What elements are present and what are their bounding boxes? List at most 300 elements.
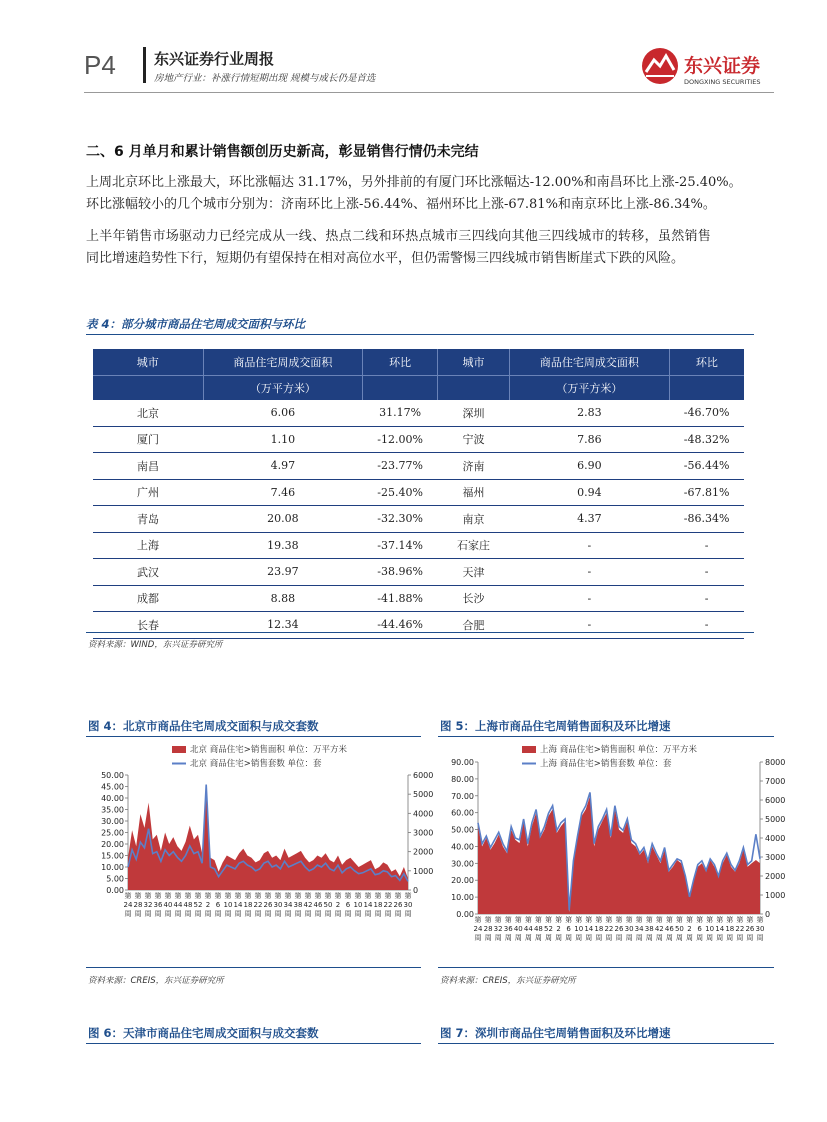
- x-tick-label-part: 周: [675, 934, 683, 942]
- x-tick-label-part: 周: [686, 934, 693, 942]
- x-tick-label-part: 周: [595, 934, 603, 942]
- table-cell: -25.40%: [363, 479, 438, 506]
- x-tick-label-part: 周: [575, 934, 583, 942]
- x-tick-label-part: 32: [143, 901, 153, 909]
- x-tick-label: [655, 915, 664, 942]
- x-tick-label-part: 周: [665, 934, 673, 942]
- table-caption-rule: [86, 334, 754, 335]
- left-tick-label: 15.00: [101, 851, 124, 861]
- x-tick-label: [686, 915, 693, 942]
- left-tick-label: 10.00: [451, 893, 474, 903]
- x-tick-label-part: 周: [314, 910, 322, 918]
- x-tick-label-part: 第: [575, 916, 583, 924]
- x-tick-label-part: 第: [144, 892, 152, 900]
- table-cell: -: [669, 559, 744, 586]
- x-tick-label-part: 24: [473, 925, 483, 933]
- fig5-bottom-rule: [438, 967, 774, 968]
- x-tick-label-part: 第: [645, 916, 653, 924]
- x-tick-label-part: 第: [504, 916, 512, 924]
- x-tick-label: [284, 891, 293, 918]
- x-tick-label: [134, 891, 143, 918]
- x-tick-label-part: 6: [215, 901, 221, 909]
- table-cell: -38.96%: [363, 559, 438, 586]
- x-tick-label: [705, 915, 714, 942]
- x-tick-label-part: 第: [545, 916, 552, 924]
- col-header-area: 商品住宅周成交面积: [203, 349, 363, 376]
- x-tick-label: [534, 915, 543, 942]
- x-tick-label-part: 42: [303, 901, 313, 909]
- x-tick-label-part: 周: [625, 934, 633, 942]
- x-tick-label: [735, 915, 744, 942]
- x-tick-label: [696, 915, 703, 942]
- table-cell: -: [509, 532, 669, 559]
- table-row: [93, 400, 744, 426]
- table-row: [93, 506, 744, 533]
- x-tick-label-part: 44: [523, 925, 533, 933]
- x-tick-label-part: 18: [373, 901, 383, 909]
- x-tick-label-part: 周: [585, 934, 593, 942]
- table-cell: 厦门: [93, 426, 203, 453]
- x-tick-label-part: 52: [193, 901, 203, 909]
- left-tick-label: 0.00: [456, 910, 474, 919]
- x-tick-label-part: 周: [134, 910, 142, 918]
- x-tick-label-part: 第: [284, 892, 292, 900]
- x-tick-label-part: 周: [124, 910, 132, 918]
- table-cell: 福州: [437, 479, 509, 506]
- x-tick-label: [354, 891, 363, 918]
- table-cell: -: [509, 612, 669, 639]
- x-tick-label-part: 26: [614, 925, 624, 933]
- logo-en-text: DONGXING SECURITIES: [684, 78, 761, 86]
- x-tick-label: [335, 891, 342, 918]
- x-tick-label: [725, 915, 734, 942]
- paragraph-2-line-1: 上半年销售市场驱动力已经完成从一线、热点二线和环热点城市三四线向其他三四线城市的转移，虽然销售: [86, 229, 712, 244]
- table-cell: 19.38: [203, 532, 363, 559]
- x-tick-label: [584, 915, 593, 942]
- table-cell: 南京: [437, 506, 509, 533]
- x-tick-label-part: 6: [345, 901, 351, 909]
- x-tick-label: [244, 891, 253, 918]
- x-tick-label: [164, 891, 173, 918]
- table-cell: -: [669, 532, 744, 559]
- table-cell: -56.44%: [669, 453, 744, 480]
- logo-text: 东兴证券: [684, 55, 761, 77]
- x-tick-label: [364, 891, 373, 918]
- unit-cell: [93, 376, 203, 401]
- right-tick-label: 6000: [413, 771, 434, 780]
- x-tick-label-part: 26: [745, 925, 755, 933]
- x-tick-label-part: 周: [696, 934, 704, 942]
- table-cell: 12.34: [203, 612, 363, 639]
- x-tick-label-part: 第: [234, 892, 242, 900]
- x-tick-label-part: 22: [383, 901, 393, 909]
- x-tick-label: [234, 891, 243, 918]
- table-cell: 青岛: [93, 506, 203, 533]
- x-tick-label-part: 周: [534, 934, 542, 942]
- table-cell: -23.77%: [363, 453, 438, 480]
- table-cell: 7.86: [509, 426, 669, 453]
- x-tick-label-part: 第: [706, 916, 714, 924]
- header-divider: [143, 47, 146, 83]
- report-title: 东兴证券行业周报: [154, 50, 275, 68]
- table-row: [93, 532, 744, 559]
- x-tick-label-part: 40: [163, 901, 173, 909]
- x-tick-label-part: 第: [484, 916, 492, 924]
- unit-cell: [363, 376, 438, 401]
- table-cell: -: [509, 559, 669, 586]
- paragraph-2-line-2: 同比增速趋势性下行，短期仍有望保持在相对高位水平，但仍需警惕三四线城市销售断崖式下跌的风险。: [86, 251, 685, 266]
- table-row: [93, 612, 744, 639]
- right-tick-label: 0: [413, 886, 419, 895]
- left-tick-label: 70.00: [451, 791, 474, 801]
- section-title: 二、6 月单月和累计销售额创历史新高，彰显销售行情仍未完结: [86, 144, 479, 160]
- table-cell: 天津: [437, 559, 509, 586]
- x-tick-label-part: 10: [223, 901, 233, 909]
- table-cell: 6.90: [509, 453, 669, 480]
- x-tick-label-part: 周: [144, 910, 152, 918]
- left-tick-label: 80.00: [451, 774, 474, 784]
- x-tick-label-part: 周: [736, 934, 744, 942]
- x-tick-label-part: 第: [244, 892, 252, 900]
- x-tick-label-part: 周: [756, 934, 764, 942]
- x-tick-label-part: 第: [214, 892, 222, 900]
- x-tick-label-part: 第: [665, 916, 673, 924]
- x-tick-label-part: 30: [755, 925, 765, 933]
- x-tick-label-part: 周: [404, 910, 412, 918]
- x-tick-label-part: 10: [705, 925, 715, 933]
- left-tick-label: 5.00: [106, 874, 124, 884]
- x-tick-label: [345, 891, 352, 918]
- x-tick-label-part: 30: [624, 925, 634, 933]
- x-tick-label-part: 第: [334, 892, 342, 900]
- x-tick-label-part: 周: [364, 910, 372, 918]
- x-tick-label-part: 周: [284, 910, 292, 918]
- x-tick-label-part: 周: [726, 934, 734, 942]
- col-header-city: 城市: [93, 349, 203, 376]
- x-tick-label: [555, 915, 562, 942]
- table-cell: -32.30%: [363, 506, 438, 533]
- x-tick-label: [524, 915, 533, 942]
- x-tick-label-part: 第: [194, 892, 202, 900]
- x-tick-label-part: 周: [304, 910, 312, 918]
- x-tick-label-part: 周: [254, 910, 262, 918]
- x-tick-label-part: 第: [716, 916, 724, 924]
- x-tick-label-part: 22: [253, 901, 263, 909]
- table-cell: 1.10: [203, 426, 363, 453]
- x-tick-label-part: 48: [183, 901, 193, 909]
- x-tick-label-part: 第: [696, 916, 704, 924]
- x-tick-label-part: 42: [654, 925, 664, 933]
- x-tick-label-part: 周: [706, 934, 714, 942]
- table-header-row: [93, 349, 744, 376]
- x-tick-label-part: 周: [194, 910, 202, 918]
- x-tick-label-part: 18: [243, 901, 253, 909]
- left-tick-label: 30.00: [101, 817, 124, 826]
- company-logo: [640, 46, 780, 90]
- x-tick-label-part: 第: [274, 892, 282, 900]
- x-tick-label-part: 第: [154, 892, 162, 900]
- right-tick-label: 8000: [765, 758, 786, 767]
- table-cell: 20.08: [203, 506, 363, 533]
- x-tick-label: [745, 915, 754, 942]
- right-tick-label: 1000: [765, 891, 786, 900]
- table-cell: 长春: [93, 612, 203, 639]
- x-tick-label-part: 第: [686, 916, 693, 924]
- fig6-caption: 图 6：天津市商品住宅周成交面积与成交套数: [88, 1026, 319, 1040]
- x-tick-label: [404, 891, 413, 918]
- table-cell: -86.34%: [669, 506, 744, 533]
- x-tick-label-part: 周: [214, 910, 222, 918]
- x-tick-label-part: 32: [493, 925, 503, 933]
- right-tick-label: 3000: [765, 853, 786, 862]
- x-tick-label-part: 周: [294, 910, 302, 918]
- page-number: P4: [84, 50, 116, 80]
- x-tick-label-part: 周: [484, 934, 492, 942]
- x-tick-label: [594, 915, 603, 942]
- x-tick-label-part: 周: [655, 934, 663, 942]
- left-tick-label: 30.00: [451, 859, 474, 869]
- unit-cell: [437, 376, 509, 401]
- series-area-1: [478, 796, 760, 914]
- table-cell: 4.37: [509, 506, 669, 533]
- x-tick-label-part: 周: [174, 910, 182, 918]
- x-tick-label-part: 36: [503, 925, 513, 933]
- fig6-caption-rule: [86, 1043, 421, 1044]
- left-tick-label: 35.00: [101, 805, 124, 815]
- x-tick-label-part: 周: [324, 910, 332, 918]
- x-tick-label-part: 周: [605, 934, 613, 942]
- x-tick-label-part: 14: [363, 901, 373, 909]
- table-cell: 8.88: [203, 585, 363, 612]
- x-tick-label-part: 30: [273, 901, 283, 909]
- x-tick-label-part: 36: [153, 901, 163, 909]
- table-source: 资料来源：WIND，东兴证券研究所: [88, 640, 223, 650]
- x-tick-label: [615, 915, 624, 942]
- x-tick-label-part: 第: [635, 916, 643, 924]
- x-tick-label-part: 第: [605, 916, 613, 924]
- table-cell: 济南: [437, 453, 509, 480]
- table-cell: 北京: [93, 400, 203, 426]
- table-cell: -: [669, 612, 744, 639]
- x-tick-label-part: 周: [184, 910, 192, 918]
- x-tick-label-part: 周: [234, 910, 242, 918]
- unit-cell: [669, 376, 744, 401]
- x-tick-label-part: 周: [645, 934, 653, 942]
- table-caption: 表 4：部分城市商品住宅周成交面积与环比: [86, 317, 306, 331]
- x-tick-label: [604, 915, 613, 942]
- table-row: [93, 585, 744, 612]
- x-tick-label-part: 第: [534, 916, 542, 924]
- right-tick-label: 6000: [765, 796, 786, 805]
- x-tick-label-part: 周: [474, 934, 482, 942]
- paragraph-1-line-1: 上周北京环比上涨最大，环比涨幅达 31.17%，另外排前的有厦门环比涨幅达-12.00%和南昌环比上涨-25.40%。: [86, 175, 742, 190]
- x-tick-label-part: 2: [556, 925, 561, 933]
- legend-label: 北京 商品住宅>销售套数 单位：套: [190, 759, 322, 769]
- table-cell: 上海: [93, 532, 203, 559]
- fig4-caption-rule: [86, 736, 421, 737]
- x-tick-label-part: 34: [634, 925, 644, 933]
- x-tick-label-part: 第: [726, 916, 734, 924]
- left-tick-label: 40.00: [101, 794, 124, 803]
- x-tick-label-part: 50: [323, 901, 333, 909]
- table-cell: 宁波: [437, 426, 509, 453]
- fig5-caption: 图 5：上海市商品住宅周销售面积及环比增速: [440, 719, 671, 733]
- header-rule: [84, 92, 774, 93]
- x-tick-label-part: 周: [354, 910, 362, 918]
- x-tick-label-part: 第: [314, 892, 322, 900]
- table-cell: 广州: [93, 479, 203, 506]
- x-tick-label-part: 第: [625, 916, 633, 924]
- x-tick-label-part: 46: [664, 925, 674, 933]
- right-tick-label: 5000: [765, 815, 786, 824]
- right-tick-label: 0: [765, 910, 771, 919]
- right-tick-label: 2000: [765, 872, 786, 881]
- x-tick-label-part: 第: [204, 892, 212, 900]
- fig4-caption: 图 4：北京市商品住宅周成交面积与成交套数: [88, 719, 319, 733]
- x-tick-label-part: 28: [483, 925, 493, 933]
- x-tick-label: [715, 915, 724, 942]
- left-tick-label: 25.00: [101, 828, 124, 838]
- fig5-caption-rule: [438, 736, 774, 737]
- table-cell: 7.46: [203, 479, 363, 506]
- x-tick-label-part: 26: [263, 901, 273, 909]
- x-tick-label-part: 第: [254, 892, 262, 900]
- x-tick-label-part: 第: [224, 892, 232, 900]
- x-tick-label: [565, 915, 572, 942]
- fig7-caption: 图 7：深圳市商品住宅周销售面积及环比增速: [440, 1026, 671, 1040]
- x-tick-label-part: 14: [715, 925, 725, 933]
- x-tick-label-part: 第: [294, 892, 302, 900]
- x-tick-label-part: 周: [394, 910, 402, 918]
- table-cell: 武汉: [93, 559, 203, 586]
- x-tick-label: [205, 891, 212, 918]
- x-tick-label-part: 2: [335, 901, 341, 909]
- x-tick-label-part: 周: [204, 910, 212, 918]
- table-row: [93, 426, 744, 453]
- x-tick-label-part: 第: [565, 916, 573, 924]
- x-tick-label-part: 44: [173, 901, 183, 909]
- x-tick-label-part: 14: [233, 901, 243, 909]
- x-tick-label: [184, 891, 193, 918]
- x-tick-label: [625, 915, 634, 942]
- x-tick-label: [574, 915, 583, 942]
- x-tick-label-part: 周: [264, 910, 272, 918]
- x-tick-label-part: 2: [687, 925, 692, 933]
- x-tick-label: [665, 915, 674, 942]
- x-tick-label-part: 周: [635, 934, 643, 942]
- x-tick-label-part: 周: [545, 934, 552, 942]
- x-tick-label-part: 周: [164, 910, 172, 918]
- x-tick-label-part: 周: [746, 934, 754, 942]
- x-tick-label: [274, 891, 283, 918]
- table-cell: 2.83: [509, 400, 669, 426]
- x-tick-label: [294, 891, 303, 918]
- table-cell: 4.97: [203, 453, 363, 480]
- left-tick-label: 40.00: [451, 842, 474, 852]
- x-tick-label-part: 第: [374, 892, 382, 900]
- col-header-area-2: 商品住宅周成交面积: [509, 349, 669, 376]
- table-cell: -37.14%: [363, 532, 438, 559]
- x-tick-label: [194, 891, 203, 918]
- table-cell: -67.81%: [669, 479, 744, 506]
- x-tick-label-part: 周: [514, 934, 522, 942]
- logo-mark-icon: [640, 46, 780, 90]
- left-tick-label: 10.00: [101, 863, 124, 872]
- x-tick-label: [504, 915, 513, 942]
- col-header-change: 环比: [363, 349, 438, 376]
- table-bottom-rule: [86, 632, 754, 633]
- x-tick-label: [254, 891, 263, 918]
- left-tick-label: 60.00: [451, 808, 474, 818]
- left-tick-label: 20.00: [101, 840, 124, 849]
- x-tick-label-part: 第: [555, 916, 563, 924]
- x-tick-label-part: 6: [566, 925, 571, 933]
- x-tick-label-part: 10: [574, 925, 584, 933]
- x-tick-label-part: 第: [514, 916, 522, 924]
- x-tick-label: [474, 915, 483, 942]
- x-tick-label: [314, 891, 323, 918]
- x-tick-label-part: 周: [524, 934, 532, 942]
- x-tick-label-part: 第: [164, 892, 172, 900]
- x-tick-label-part: 周: [565, 934, 573, 942]
- x-tick-label: [514, 915, 523, 942]
- unit-cell: （万平方米）: [203, 376, 363, 401]
- x-tick-label-part: 34: [283, 901, 293, 909]
- city-sales-table: [93, 349, 744, 639]
- table-cell: 南昌: [93, 453, 203, 480]
- fig4-bottom-rule: [86, 967, 421, 968]
- table-cell: 石家庄: [437, 532, 509, 559]
- legend-swatch-area: [172, 746, 186, 753]
- x-tick-label: [154, 891, 163, 918]
- x-tick-label-part: 10: [353, 901, 363, 909]
- table-cell: 23.97: [203, 559, 363, 586]
- right-tick-label: 1000: [413, 866, 434, 876]
- x-tick-label-part: 第: [384, 892, 392, 900]
- report-subtitle: 房地产行业：补涨行情短期出现 规模与成长仍是首选: [154, 73, 376, 84]
- x-tick-label: [494, 915, 503, 942]
- x-tick-label: [756, 915, 765, 942]
- x-tick-label-part: 第: [595, 916, 603, 924]
- table-unit-row: [93, 376, 744, 401]
- x-tick-label-part: 第: [124, 892, 132, 900]
- table-cell: -44.46%: [363, 612, 438, 639]
- series-area-0: [128, 787, 408, 891]
- x-tick-label-part: 第: [494, 916, 502, 924]
- x-tick-label-part: 52: [544, 925, 553, 933]
- x-tick-label: [374, 891, 383, 918]
- right-tick-label: 3000: [413, 828, 434, 838]
- x-tick-label-part: 第: [304, 892, 312, 900]
- fig4-source: 资料来源：CREIS，东兴证券研究所: [88, 976, 224, 986]
- x-tick-label-part: 第: [404, 892, 412, 900]
- x-tick-label-part: 6: [697, 925, 702, 933]
- x-tick-label-part: 第: [394, 892, 402, 900]
- x-tick-label-part: 周: [224, 910, 232, 918]
- x-tick-label-part: 38: [644, 925, 654, 933]
- x-tick-label: [304, 891, 313, 918]
- legend-label: 上海 商品住宅>销售面积 单位：万平方米: [540, 745, 698, 755]
- beijing-sales-chart: [86, 740, 434, 962]
- fig7-caption-rule: [438, 1043, 774, 1044]
- x-tick-label-part: 第: [344, 892, 352, 900]
- shanghai-sales-chart: [438, 740, 786, 962]
- x-tick-label: [124, 891, 133, 918]
- x-tick-label-part: 30: [403, 901, 413, 909]
- table-cell: 合肥: [437, 612, 509, 639]
- legend-label: 上海 商品住宅>销售套数 单位：套: [540, 759, 672, 769]
- x-tick-label: [675, 915, 684, 942]
